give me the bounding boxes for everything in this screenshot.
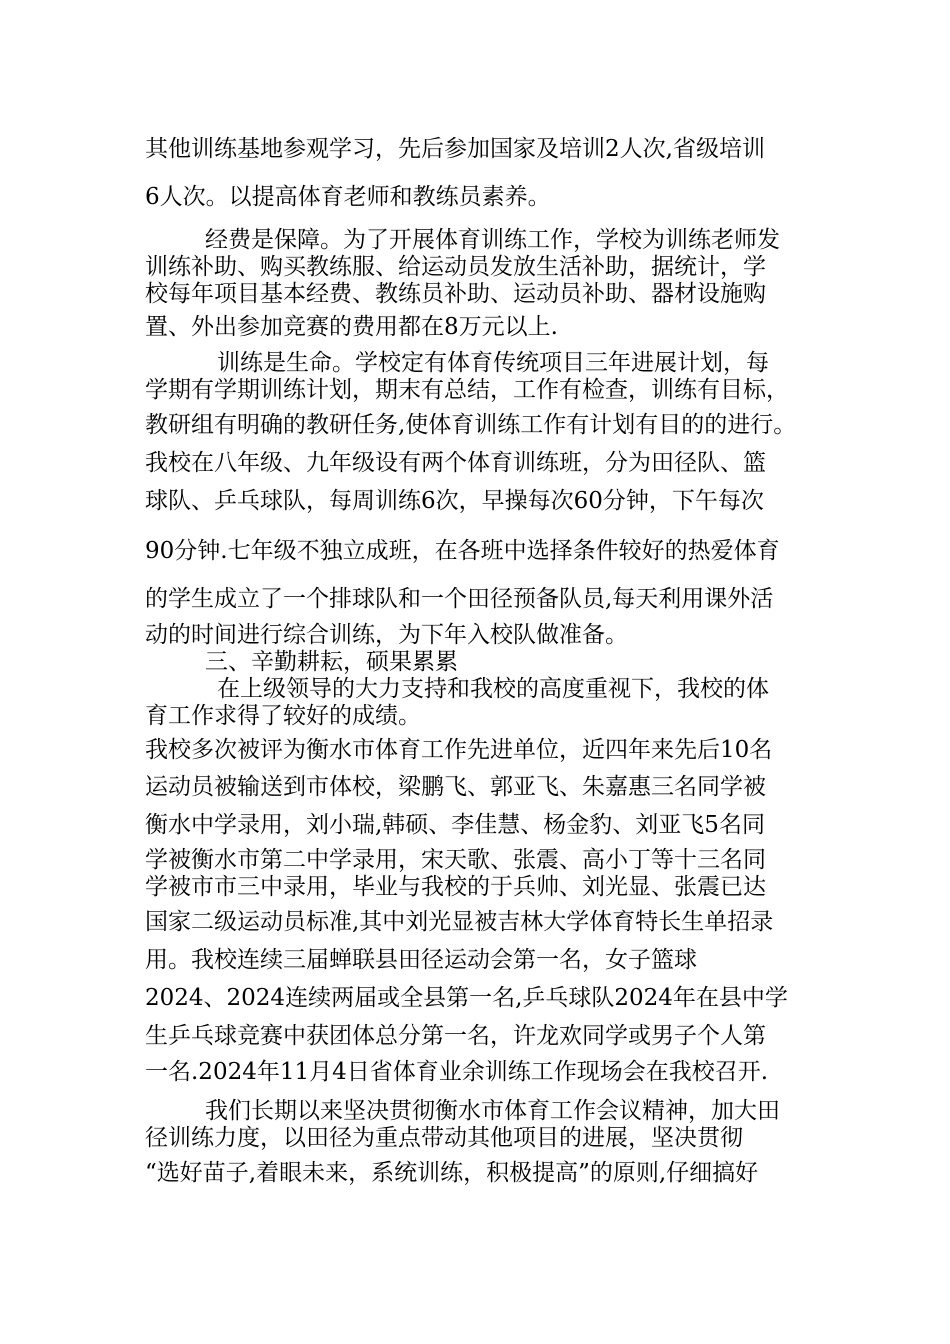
paragraph-first-line: 训练是生命。学校定有体育传统项目三年进展计划，每 [217,350,769,376]
text-line: 我校多次被评为衡水市体育工作先进单位，近四年来先后10名 [145,737,773,763]
paragraph-first-line: 在上级领导的大力支持和我校的高度重视下，我校的体 [217,676,769,702]
text-line: 的学生成立了一个排球队和一个田径预备队员,每天利用课外活 [145,586,774,612]
text-line: 90分钟.七年级不独立成班，在各班中选择条件较好的热爱体育 [145,538,780,564]
text-line: 动的时间进行综合训练，为下年入校队做准备。 [145,622,628,648]
text-line: 学期有学期训练计划，期末有总结，工作有检查，训练有目标， [145,377,789,403]
text-line: “选好苗子,着眼未来，系统训练，积极提高”的原则,仔细搞好 [145,1160,759,1186]
text-line: 球队、乒乓球队，每周训练6次，早操每次60分钟，下午每次 [145,488,764,514]
text-line: 运动员被输送到市体校，梁鹏飞、郭亚飞、朱嘉惠三名同学被 [145,774,766,800]
text-line: 其他训练基地参观学习，先后参加国家及培训2人次,省级培训 [145,136,765,162]
text-line: 我校在八年级、九年级设有两个体育训练班，分为田径队、篮 [145,450,766,476]
section-heading: 三、辛勤耕耘，硕果累累 [205,649,458,675]
text-line: 径训练力度，以田径为重点带动其他项目的进展，坚决贯彻 [145,1125,743,1151]
text-line: 衡水中学录用，刘小瑞,韩硕、李佳慧、杨金豹、刘亚飞5名同 [145,812,765,838]
text-line: 训练补助、购买教练服、给运动员发放生活补助，据统计，学 [145,254,766,280]
text-line: 学被市市三中录用，毕业与我校的于兵帅、刘光显、张震已达 [145,874,766,900]
paragraph-first-line: 我们长期以来坚决贯彻衡水市体育工作会议精神，加大田 [205,1098,780,1124]
text-line: 一名.2024年11月4日省体育业余训练工作现场会在我校召开. [145,1059,769,1085]
text-line: 6人次。以提高体育老师和教练员素养。 [145,184,551,210]
text-line: 育工作求得了较好的成绩。 [145,703,421,729]
text-line: 用。我校连续三届蝉联县田径运动会第一名，女子篮球 [145,947,697,973]
text-line: 校每年项目基本经费、教练员补助、运动员补助、器材设施购 [145,281,766,307]
text-line: 教研组有明确的教研任务,使体育训练工作有计划有目的的进行。 [145,412,797,438]
text-line: 国家二级运动员标准,其中刘光显被吉林大学体育特长生单招录 [145,909,774,935]
text-line: 2024、2024连续两届或全县第一名,乒乓球队2024年在县中学 [145,985,788,1011]
text-line: 学被衡水市第二中学录用，宋天歌、张震、高小丁等十三名同 [145,847,766,873]
text-line: 置、外出参加竞赛的费用都在8万元以上. [145,314,558,340]
text-line: 生乒乓球竞赛中获团体总分第一名，许龙欢同学或男子个人第 [145,1023,766,1049]
paragraph-first-line: 经费是保障。为了开展体育训练工作，学校为训练老师发 [205,227,780,253]
